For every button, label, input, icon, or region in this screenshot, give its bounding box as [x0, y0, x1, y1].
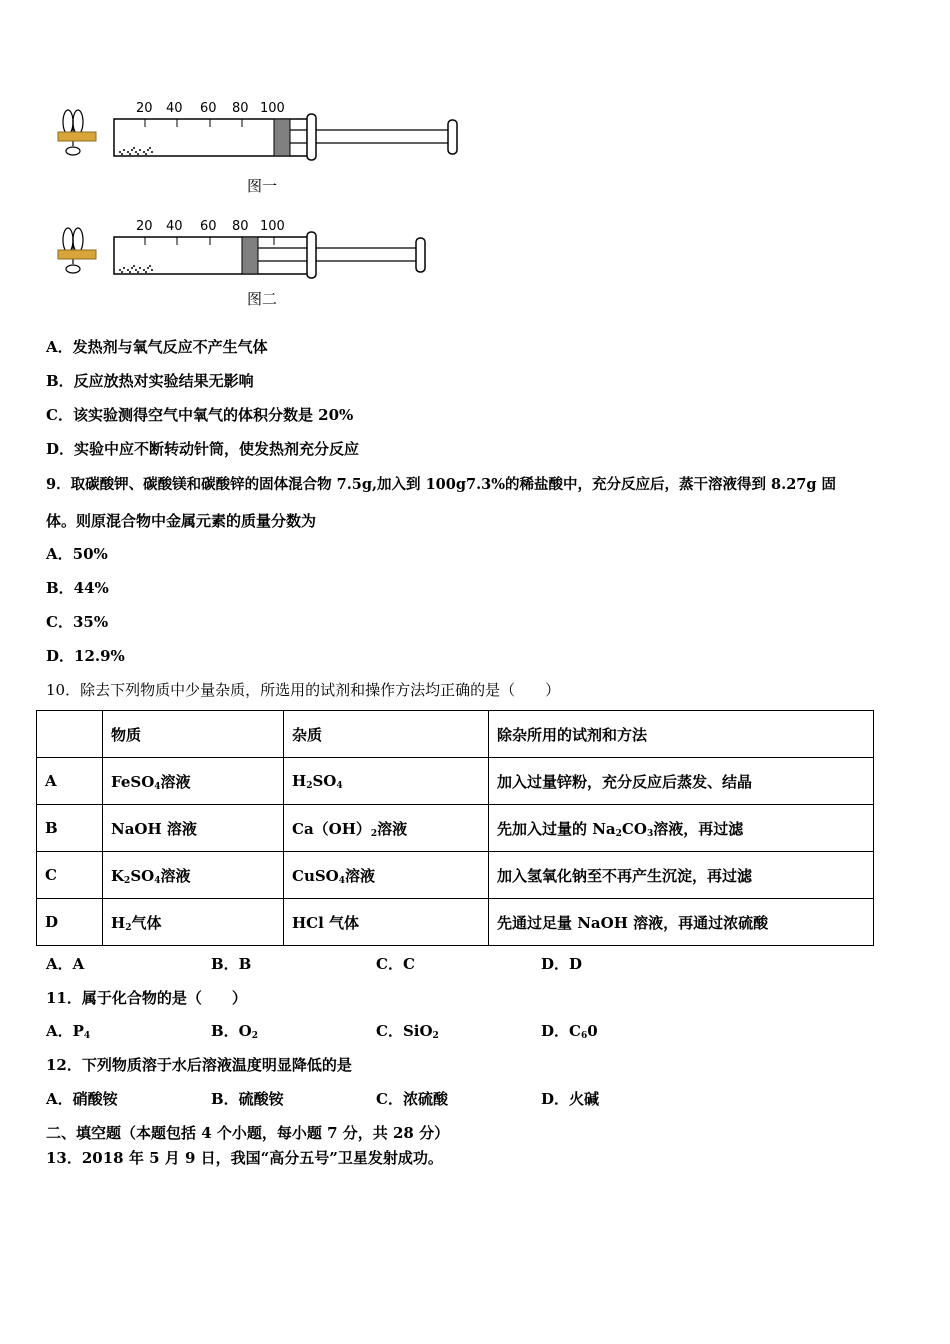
q9-stem-line-2: 体。则原混合物中金属元素的质量分数为	[46, 512, 317, 530]
q10-option-c: C．C	[376, 955, 415, 973]
q11-stem: 11．属于化合物的是（ ）	[46, 989, 247, 1007]
tick-label-100: 100	[260, 219, 285, 234]
q11-option-d: D．$C_60$	[541, 1022, 598, 1041]
row-label: A	[37, 758, 103, 805]
tick-label-60: 60	[200, 219, 217, 234]
tick-label-40: 40	[166, 101, 183, 116]
q12-option-b: B．硫酸铵	[211, 1090, 284, 1108]
q11-option-a: A．$P_4$	[46, 1022, 91, 1041]
tick-label-60: 60	[200, 101, 217, 116]
q8-option-c: C．该实验测得空气中氧气的体积分数是 20%	[46, 406, 354, 424]
substance-cell: $K_2SO_4$溶液	[103, 852, 284, 899]
substance-cell: NaOH 溶液	[103, 805, 284, 852]
q9-option-a: A．50%	[46, 545, 108, 563]
tick-label-20: 20	[136, 101, 153, 116]
tick-label-80: 80	[232, 101, 249, 116]
table-header-cell: 杂质	[284, 711, 489, 758]
q10-option-b: B．B	[211, 955, 252, 973]
tick-label-20: 20	[136, 219, 153, 234]
q13-stem: 13．2018 年 5 月 9 日，我国“高分五号”卫星发射成功。	[46, 1149, 443, 1167]
impurity-cell: HCl 气体	[284, 899, 489, 946]
row-label: B	[37, 805, 103, 852]
impurity-cell: CuSO$_4$溶液	[284, 852, 489, 899]
method-cell: 先加入过量的 $Na_2CO_3$溶液，再过滤	[489, 805, 874, 852]
q9-stem-line-1: 9．取碳酸钾、碳酸镁和碳酸锌的固体混合物 7.5g,加入到 100g7.3%的稀盐酸中，充分反应后，蒸干溶液得到 8.27g 固	[46, 476, 837, 493]
q10-option-a: A．A	[46, 955, 85, 973]
table-row	[37, 852, 874, 899]
table-row	[37, 758, 874, 805]
tick-label-40: 40	[166, 219, 183, 234]
table-header-row	[37, 711, 874, 758]
substance-cell: FeSO$_4$溶液	[103, 758, 284, 805]
q8-option-b: B．反应放热对实验结果无影响	[46, 372, 254, 390]
q9-option-d: D．12.9%	[46, 647, 125, 665]
q9-option-c: C．35%	[46, 613, 109, 631]
table-header-cell: 除杂所用的试剂和方法	[489, 711, 874, 758]
table-row	[37, 805, 874, 852]
q11-option-c: C．SiO$_2$	[376, 1022, 439, 1041]
impurity-cell: $Ca(OH)_2$溶液	[284, 805, 489, 852]
figure-1-caption: 图一	[247, 177, 278, 195]
q12-option-a: A．硝酸铵	[46, 1090, 118, 1108]
q12-option-d: D．火碱	[541, 1090, 600, 1108]
method-cell: 加入过量锌粉，充分反应后蒸发、结晶	[489, 758, 874, 805]
tick-label-100: 100	[260, 101, 285, 116]
figure-2-caption: 图二	[247, 290, 278, 308]
section-2-heading: 二、填空题（本题包括 4 个小题，每小题 7 分，共 28 分）	[46, 1124, 450, 1142]
q9-option-b: B．44%	[46, 579, 109, 597]
q10-option-d: D．D	[541, 955, 583, 973]
row-label: D	[37, 899, 103, 946]
row-label: C	[37, 852, 103, 899]
impurity-cell: $H_2SO_4$	[284, 758, 489, 805]
q11-option-b: B．$O_2$	[211, 1022, 259, 1041]
tick-label-80: 80	[232, 219, 249, 234]
substance-cell: $H_2$气体	[103, 899, 284, 946]
q12-stem: 12．下列物质溶于水后溶液温度明显降低的是	[46, 1056, 352, 1074]
table-header-cell: 物质	[103, 711, 284, 758]
q8-option-a: A．发热剂与氧气反应不产生气体	[46, 338, 268, 356]
table-header-cell	[37, 711, 103, 758]
method-cell: 加入氢氧化钠至不再产生沉淀，再过滤	[489, 852, 874, 899]
table-row	[37, 899, 874, 946]
impurity-removal-table	[36, 710, 874, 946]
q8-option-d: D．实验中应不断转动针筒，使发热剂充分反应	[46, 440, 360, 458]
q10-stem: 10．除去下列物质中少量杂质，所选用的试剂和操作方法均正确的是（ ）	[46, 681, 561, 699]
q12-option-c: C．浓硫酸	[376, 1090, 448, 1108]
method-cell: 先通过足量 NaOH 溶液，再通过浓硫酸	[489, 899, 874, 946]
